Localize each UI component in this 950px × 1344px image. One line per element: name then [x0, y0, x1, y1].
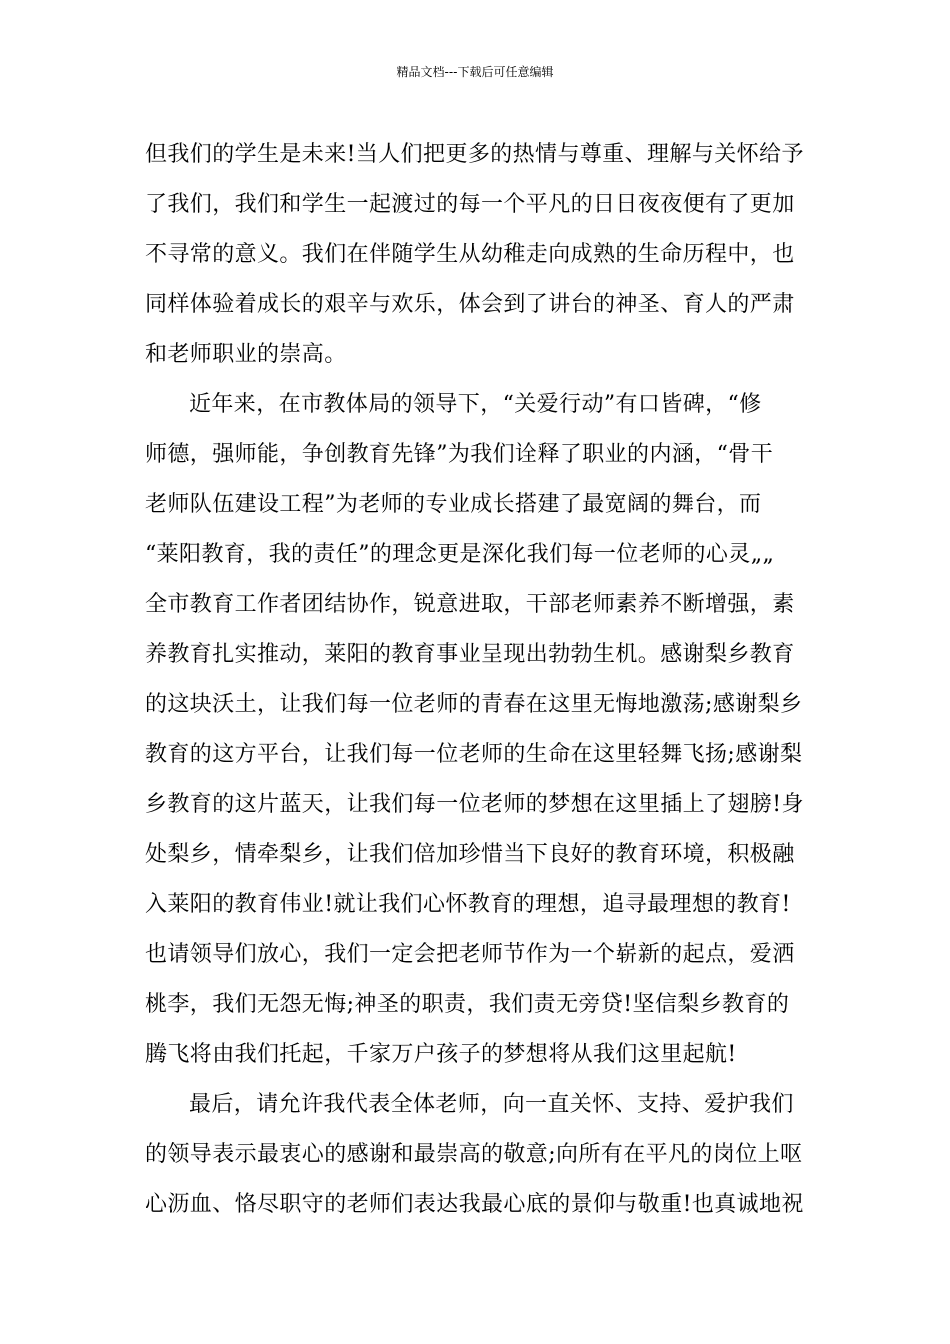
- text-line: 同样体验着成长的艰辛与欢乐，体会到了讲台的神圣、育人的严肃: [145, 292, 795, 317]
- text-line: 教育的这方平台，让我们每一位老师的生命在这里轻舞飞扬;感谢梨: [145, 742, 803, 767]
- text-line: 不寻常的意义。我们在伴随学生从幼稚走向成熟的生命历程中，也: [145, 242, 795, 267]
- text-line: 处梨乡，情牵梨乡，让我们倍加珍惜当下良好的教育环境，积极融: [145, 842, 795, 867]
- text-line: 乡教育的这片蓝天，让我们每一位老师的梦想在这里插上了翅膀!身: [145, 792, 804, 817]
- text-line: 入莱阳的教育伟业!就让我们心怀教育的理想，追寻最理想的教育!: [145, 892, 791, 917]
- text-line: 也请领导们放心，我们一定会把老师节作为一个崭新的起点，爱洒: [145, 942, 795, 967]
- text-line: 养教育扎实推动，莱阳的教育事业呈现出勃勃生机。感谢梨乡教育: [145, 642, 795, 667]
- text-line: 老师队伍建设工程”为老师的专业成长搭建了最宽阔的舞台，而: [145, 492, 762, 517]
- text-line: 的这块沃土，让我们每一位老师的青春在这里无悔地激荡;感谢梨乡: [145, 692, 803, 717]
- text-line: 和老师职业的崇高。: [145, 342, 347, 367]
- document-body: [145, 130, 807, 1230]
- text-line: 师德，强师能，争创教育先锋”为我们诠释了职业的内涵，“骨干: [145, 442, 774, 467]
- text-line: 心沥血、恪尽职守的老师们表达我最心底的景仰与敬重!也真诚地祝: [145, 1192, 804, 1217]
- text-line: 的领导表示最衷心的感谢和最崇高的敬意;向所有在平凡的岗位上呕: [145, 1142, 803, 1167]
- page-header: 精品文档---下载后可任意编辑: [396, 65, 554, 79]
- text-line: 腾飞将由我们托起，千家万户孩子的梦想将从我们这里起航!: [145, 1042, 737, 1067]
- text-line: “莱阳教育，我的责任”的理念更是深化我们每一位老师的心灵„„: [145, 542, 775, 567]
- paragraph-start-line: 最后，请允许我代表全体老师，向一直关怀、支持、爱护我们: [189, 1092, 794, 1117]
- paragraph-start-line: 近年来，在市教体局的领导下，“关爱行动”有口皆碑，“修: [189, 392, 762, 417]
- text-line: 了我们，我们和学生一起渡过的每一个平凡的日日夜夜便有了更加: [145, 192, 795, 217]
- text-line: 但我们的学生是未来!当人们把更多的热情与尊重、理解与关怀给予: [145, 142, 804, 167]
- text-line: 全市教育工作者团结协作，锐意进取，干部老师素养不断增强，素: [145, 592, 795, 617]
- text-line: 桃李，我们无怨无悔;神圣的职责，我们责无旁贷!坚信梨乡教育的: [145, 992, 790, 1017]
